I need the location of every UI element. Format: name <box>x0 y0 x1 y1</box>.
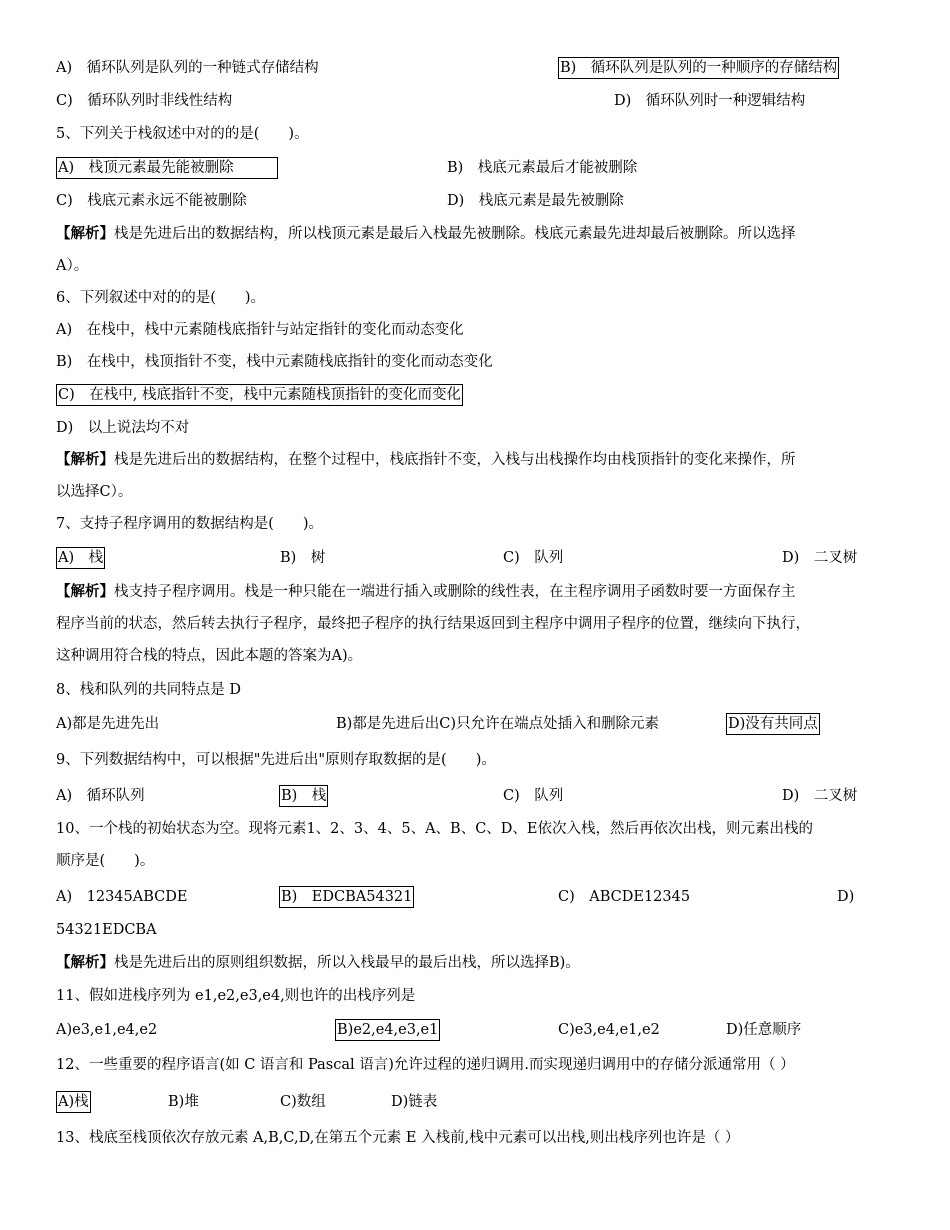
q10-option-a: A) 12345ABCDE <box>56 889 188 905</box>
analysis-tag: 【解析】 <box>56 451 114 468</box>
q6-analysis-line-1 <box>56 450 796 470</box>
q11-option-c: C)e3,e4,e1,e2 <box>558 1022 660 1038</box>
q6-option-b: B) 在栈中，栈顶指针不变，栈中元素随栈底指针的变化而动态变化 <box>56 354 493 370</box>
analysis-text: 栈支持子程序调用。栈是一种只能在一端进行插入或删除的线性表，在主程序调用子函数时要一方面保存主 <box>114 584 796 600</box>
q11-option-a: A)e3,e1,e4,e2 <box>56 1022 158 1038</box>
q5-analysis-line-2: A）。 <box>56 258 89 274</box>
q13-stem: 13、栈底至栈顶依次存放元素 A,B,C,D,在第五个元素 E 入栈前,栈中元素可以出栈,则出栈序列也许是（ ） <box>56 1130 740 1146</box>
q7-option-c: C) 队列 <box>503 550 564 566</box>
analysis-tag: 【解析】 <box>56 954 114 971</box>
q8-option-bc: B)都是先进后出C)只允许在端点处插入和删除元素 <box>336 716 660 732</box>
q12-option-b: B)堆 <box>168 1094 199 1110</box>
q5-option-c: C) 栈底元素永远不能被删除 <box>56 193 247 209</box>
q8-stem: 8、栈和队列的共同特点是 D <box>56 682 241 698</box>
q11-stem: 11、假如进栈序列为 e1,e2,e3,e4,则也许的出栈序列是 <box>56 988 416 1004</box>
q7-option-d: D) 二叉树 <box>782 550 858 566</box>
q5-option-d: D) 栈底元素是最先被删除 <box>447 193 624 209</box>
analysis-tag: 【解析】 <box>56 225 114 242</box>
q7-analysis-line-2: 程序当前的状态，然后转去执行子程序，最终把子程序的执行结果返回到主程序中调用子程序的位置，继续向下执行， <box>56 616 810 632</box>
analysis-tag: 【解析】 <box>56 583 114 600</box>
q6-option-a: A) 在栈中，栈中元素随栈底指针与站定指针的变化而动态变化 <box>56 322 464 338</box>
analysis-text: 栈是先进后出的数据结构，在整个过程中，栈底指针不变，入栈与出栈操作均由栈顶指针的变化来操作，所 <box>114 452 796 468</box>
q9-option-c: C) 队列 <box>503 788 564 804</box>
q7-option-a-answer: A) 栈 <box>56 547 105 569</box>
q11-option-d: D)任意顺序 <box>726 1022 802 1038</box>
q12-option-c: C)数组 <box>280 1094 326 1110</box>
q4-option-c: C) 循环队列时非线性结构 <box>56 93 233 109</box>
q12-stem: 12、一些重要的程序语言(如 C 语言和 Pascal 语言)允许过程的递归调用.而实现递归调用中的存储分派通常用（ ） <box>56 1057 795 1073</box>
q10-option-d-value: 54321EDCBA <box>56 922 157 938</box>
q12-option-d: D)链表 <box>391 1094 438 1110</box>
q4-option-d: D) 循环队列时一种逻辑结构 <box>614 93 806 109</box>
q6-stem: 6、下列叙述中对的的是( )。 <box>56 290 266 306</box>
q6-option-d: D) 以上说法均不对 <box>56 420 190 436</box>
q4-option-b-answer: B) 循环队列是队列的一种顺序的存储结构 <box>558 57 839 79</box>
q7-stem: 7、支持子程序调用的数据结构是( )。 <box>56 516 324 532</box>
q9-stem: 9、下列数据结构中，可以根据"先进后出"原则存取数据的是( )。 <box>56 752 496 768</box>
analysis-text: 栈是先进后出的数据结构，所以栈顶元素是最后入栈最先被删除。栈底元素最先进却最后被删除。所以选择 <box>114 226 796 242</box>
q5-stem: 5、下列关于栈叙述中对的的是( )。 <box>56 126 309 142</box>
analysis-text: 栈是先进后出的原则组织数据，所以入栈最早的最后出栈，所以选择B)。 <box>114 955 580 971</box>
q8-option-d-answer: D)没有共同点 <box>726 713 820 735</box>
q4-option-a: A) 循环队列是队列的一种链式存储结构 <box>56 60 319 76</box>
q5-option-b: B) 栈底元素最后才能被删除 <box>447 160 638 176</box>
q7-option-b: B) 树 <box>280 550 326 566</box>
q9-option-d: D) 二叉树 <box>782 788 858 804</box>
q5-analysis-line-1 <box>56 224 796 244</box>
q8-option-a: A)都是先进先出 <box>56 716 160 732</box>
q7-analysis-line-3: 这种调用符合栈的特点，因此本题的答案为A)。 <box>56 648 363 664</box>
q10-option-b-answer: B) EDCBA54321 <box>279 886 414 908</box>
q7-analysis-line-1 <box>56 582 796 602</box>
q12-option-a-answer: A)栈 <box>56 1091 91 1113</box>
q9-option-b-answer: B) 栈 <box>279 785 328 807</box>
q10-stem-line-2: 顺序是( )。 <box>56 853 155 869</box>
q10-analysis-line-1 <box>56 953 580 973</box>
q6-option-c-answer: C) 在栈中, 栈底指针不变，栈中元素随栈顶指针的变化而变化 <box>56 384 463 406</box>
q10-option-c: C) ABCDE12345 <box>558 889 691 905</box>
q6-analysis-line-2: 以选择C）。 <box>56 484 133 500</box>
q10-stem-line-1: 10、一个栈的初始状态为空。现将元素1、2、3、4、5、A、B、C、D、E依次入栈，然后再依次出栈，则元素出栈的 <box>56 821 814 837</box>
q11-option-b-answer: B)e2,e4,e3,e1 <box>335 1019 440 1041</box>
q10-option-d-label: D) <box>837 889 855 905</box>
q9-option-a: A) 循环队列 <box>56 788 145 804</box>
q5-option-a-answer: A) 栈顶元素最先能被删除 <box>56 157 278 179</box>
